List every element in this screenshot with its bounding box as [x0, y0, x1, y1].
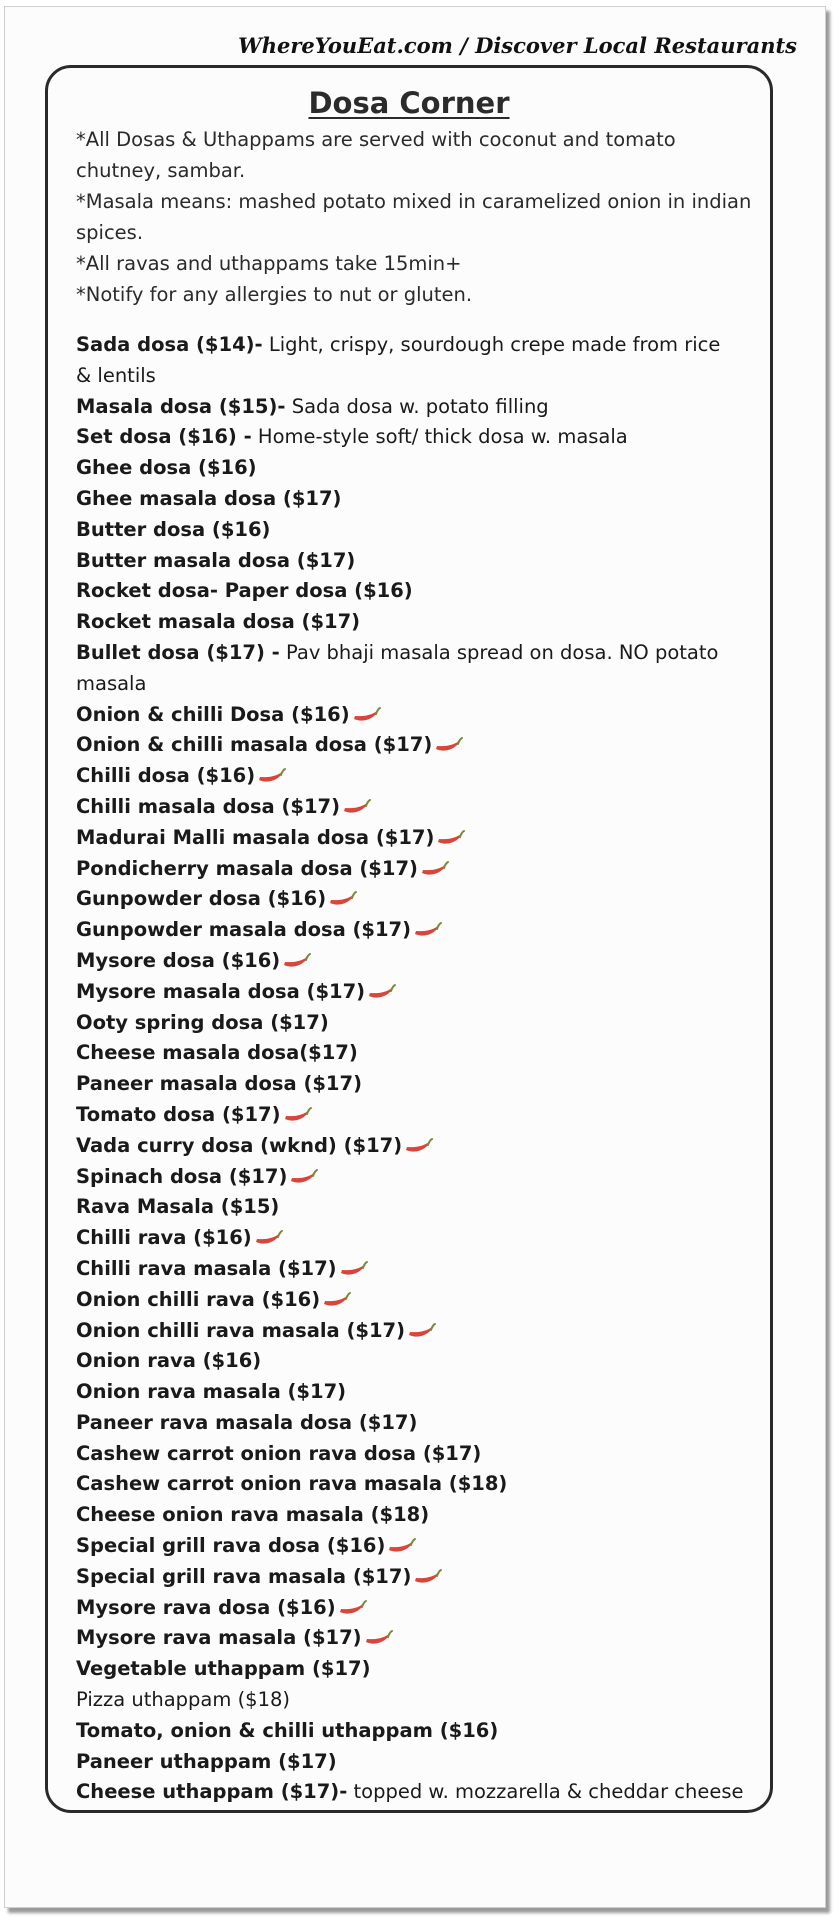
menu-item-name: Mysore rava masala ($17) [76, 1626, 362, 1650]
menu-item-name: Vegetable uthappam ($17) [76, 1657, 371, 1681]
menu-item-name: Tomato dosa ($17) [76, 1102, 281, 1126]
chili-pepper-icon [407, 1322, 437, 1340]
chili-pepper-icon [367, 983, 397, 1001]
menu-item-description: Pav bhaji masala spread on dosa. NO potato masala [76, 640, 719, 695]
menu-item-name: Chilli masala dosa ($17) [76, 794, 341, 818]
menu-item-name: Pizza uthappam ($18) [76, 1688, 291, 1712]
menu-item-name: Spinach dosa ($17) [76, 1164, 288, 1188]
note-line: *Notify for any allergies to nut or gluten. [76, 283, 473, 306]
menu-item [76, 1500, 766, 1531]
menu-item [76, 854, 766, 885]
site-header: WhereYouEat.com / Discover Local Restaurants [238, 33, 797, 58]
chili-pepper-icon [436, 829, 466, 847]
menu-item [76, 1069, 766, 1100]
menu-item [76, 1439, 766, 1470]
menu-item [76, 607, 766, 638]
menu-item-name: Gunpowder dosa ($16) [76, 887, 327, 911]
menu-item-name: Special grill rava masala ($17) [76, 1564, 412, 1588]
menu-item [76, 1685, 766, 1716]
menu-item [76, 576, 766, 607]
menu-item [76, 700, 766, 731]
menu-item [76, 1747, 766, 1778]
menu-item [76, 1623, 766, 1654]
menu-item-name: Ghee dosa ($16) [76, 456, 257, 480]
menu-item-name: Ooty spring dosa ($17) [76, 1010, 329, 1034]
menu-item-name: Onion & chilli masala dosa ($17) [76, 733, 433, 757]
menu-item [76, 422, 766, 453]
menu-item-name: Gunpowder masala dosa ($17) [76, 918, 412, 942]
menu-item-name: Cheese masala dosa($17) [76, 1041, 358, 1065]
menu-title: Dosa Corner [308, 86, 510, 120]
menu-item-name: Bullet dosa ($17) - [76, 640, 280, 664]
menu-item [76, 1223, 766, 1254]
note-line: *All ravas and uthappams take 15min+ [76, 252, 462, 275]
chili-pepper-icon [322, 1291, 352, 1309]
menu-item [76, 884, 766, 915]
note-line: *All Dosas & Uthappams are served with coconut and tomato chutney, sambar. [76, 128, 676, 182]
chili-pepper-icon [420, 860, 450, 878]
chili-pepper-icon [328, 890, 358, 908]
menu-item [76, 453, 766, 484]
menu-item-name: Vada curry dosa (wknd) ($17) [76, 1133, 403, 1157]
chili-pepper-icon [282, 952, 312, 970]
chili-pepper-icon [338, 1599, 368, 1617]
menu-item-name: Mysore rava dosa ($16) [76, 1595, 336, 1619]
menu-item [76, 1716, 766, 1747]
menu-item-name: Onion rava ($16) [76, 1349, 262, 1373]
menu-items-list [76, 330, 766, 1808]
menu-item-name: Paneer masala dosa ($17) [76, 1072, 362, 1096]
menu-item [76, 1593, 766, 1624]
menu-item [76, 515, 766, 546]
menu-item [76, 1100, 766, 1131]
menu-item-name: Sada dosa ($14)- [76, 333, 263, 356]
menu-item-name: Ghee masala dosa ($17) [76, 486, 342, 510]
menu-item [76, 915, 766, 946]
menu-item-name: Cheese uthappam ($17)- [76, 1780, 348, 1804]
chili-pepper-icon [387, 1537, 417, 1555]
chili-pepper-icon [413, 1568, 443, 1586]
menu-item-name: Special grill rava dosa ($16) [76, 1534, 386, 1558]
menu-page [4, 6, 826, 1908]
menu-item [76, 1469, 766, 1500]
menu-item [76, 730, 766, 761]
menu-item-name: Rocket dosa- Paper dosa ($16) [76, 579, 413, 603]
menu-item [76, 792, 766, 823]
menu-item [76, 1192, 766, 1223]
menu-item [76, 546, 766, 577]
menu-item-name: Butter masala dosa ($17) [76, 548, 356, 572]
menu-item-name: Rava Masala ($15) [76, 1195, 280, 1219]
chili-pepper-icon [364, 1629, 394, 1647]
menu-item-name: Chilli rava masala ($17) [76, 1256, 337, 1280]
chili-pepper-icon [339, 1260, 369, 1278]
chili-pepper-icon [283, 1106, 313, 1124]
menu-item [76, 1654, 766, 1685]
menu-frame [45, 65, 773, 1813]
chili-pepper-icon [352, 706, 382, 724]
menu-item [76, 946, 766, 977]
chili-pepper-icon [342, 798, 372, 816]
menu-item-name: Mysore dosa ($16) [76, 948, 281, 972]
menu-item [76, 977, 766, 1008]
menu-item [76, 1285, 766, 1316]
menu-item-name: Rocket masala dosa ($17) [76, 610, 361, 634]
chili-pepper-icon [434, 736, 464, 754]
menu-item [76, 1254, 766, 1285]
menu-item [76, 1162, 766, 1193]
menu-item [76, 1408, 766, 1439]
note-line: *Masala means: mashed potato mixed in caramelized onion in indian spices. [76, 190, 752, 244]
menu-item [76, 392, 766, 423]
menu-item-name: Chilli dosa ($16) [76, 764, 256, 788]
menu-item-description: Light, crispy, sourdough crepe made from rice & lentils [76, 333, 721, 387]
menu-item-name: Cashew carrot onion rava masala ($18) [76, 1472, 508, 1496]
menu-notes [76, 124, 756, 310]
menu-item-name: Cashew carrot onion rava dosa ($17) [76, 1441, 482, 1465]
menu-item-description: topped w. mozzarella & cheddar cheese [353, 1780, 744, 1804]
menu-item-description: Sada dosa w. potato filling [291, 394, 549, 418]
menu-item-name: Cheese onion rava masala ($18) [76, 1503, 430, 1527]
menu-item [76, 761, 766, 792]
menu-item-name: Mysore masala dosa ($17) [76, 979, 366, 1003]
menu-item-name: Madurai Malli masala dosa ($17) [76, 825, 435, 849]
menu-item-name: Chilli rava ($16) [76, 1226, 252, 1250]
menu-item-name: Paneer rava masala dosa ($17) [76, 1410, 418, 1434]
menu-item [76, 638, 741, 700]
menu-item [76, 1038, 766, 1069]
menu-item-name: Masala dosa ($15)- [76, 394, 286, 418]
menu-item-name: Onion & chilli Dosa ($16) [76, 702, 350, 726]
menu-item [76, 484, 766, 515]
menu-item [76, 1377, 766, 1408]
menu-item-name: Onion rava masala ($17) [76, 1380, 347, 1404]
menu-item-name: Onion chilli rava ($16) [76, 1287, 321, 1311]
menu-item [76, 1131, 766, 1162]
chili-pepper-icon [257, 767, 287, 785]
menu-item [76, 1777, 766, 1808]
chili-pepper-icon [254, 1229, 284, 1247]
menu-item-name: Butter dosa ($16) [76, 517, 271, 541]
menu-item-name: Pondicherry masala dosa ($17) [76, 856, 418, 880]
menu-item-name: Onion chilli rava masala ($17) [76, 1318, 406, 1342]
menu-item [76, 1346, 766, 1377]
menu-item [76, 1008, 766, 1039]
menu-item-name: Set dosa ($16) - [76, 425, 252, 449]
chili-pepper-icon [289, 1168, 319, 1186]
menu-item-description: Home-style soft/ thick dosa w. masala [257, 425, 628, 449]
menu-item [76, 1316, 766, 1347]
chili-pepper-icon [404, 1137, 434, 1155]
menu-item [76, 1531, 766, 1562]
menu-item [76, 823, 766, 854]
menu-item-name: Tomato, onion & chilli uthappam ($16) [76, 1718, 499, 1742]
menu-item-name: Paneer uthappam ($17) [76, 1749, 337, 1773]
chili-pepper-icon [413, 921, 443, 939]
menu-item [76, 330, 741, 392]
menu-item [76, 1562, 766, 1593]
